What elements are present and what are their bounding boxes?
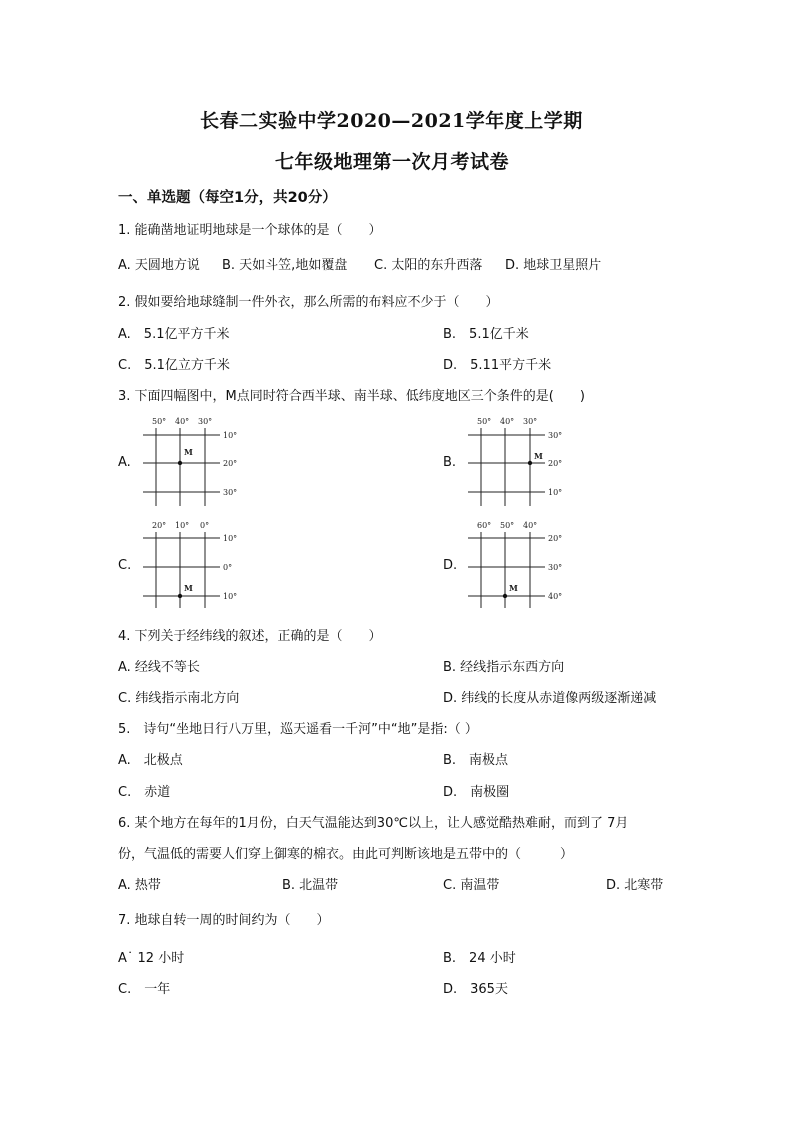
diagram-d-right-label-2: 30° [548, 563, 563, 572]
page-title-line1: 长春二实验中学2020—2021学年度上学期 [200, 110, 583, 132]
question-6-option-d: D. 北寒带 [606, 878, 664, 893]
diagram-b-right-label-2: 20° [548, 459, 563, 468]
question-1-option-b: B. 天如斗笠,地如覆盘 [222, 258, 348, 273]
page-title-line2: 七年级地理第一次月考试卷 [275, 151, 510, 173]
question-4-option-c: C. 纬线指示南北方向 [118, 691, 240, 706]
question-2-option-b: B. 5.1亿千米 [443, 327, 529, 342]
diagram-a-point-label: M [184, 447, 193, 457]
diagram-b-top-label-2: 40° [500, 417, 515, 426]
question-5-stem: 5. 诗句“坐地日行八万里，巡天遥看一千河”中“地”是指:（ ） [118, 722, 478, 737]
diagram-c-top-label-1: 20° [152, 521, 167, 530]
diagram-d-right-label-3: 40° [548, 592, 563, 601]
diagram-d-top-label-3: 40° [523, 521, 538, 530]
question-3-option-c: C. [118, 558, 132, 573]
question-1-option-c: C. 太阳的东升西落 [374, 258, 483, 273]
diagram-d-top-label-1: 60° [477, 521, 492, 530]
diagram-b-point-m [528, 461, 532, 465]
diagram-a-right-label-2: 20° [223, 459, 238, 468]
diagram-c-right-label-2: 0° [223, 563, 233, 572]
diagram-a-right-label-1: 10° [223, 431, 238, 440]
question-7-option-c: C. 一年 [118, 982, 171, 997]
question-3-option-d: D. [443, 558, 458, 573]
question-5-option-d: D. 南极圈 [443, 785, 510, 800]
diagram-a [138, 414, 248, 506]
diagram-b [463, 414, 573, 506]
question-3-option-b: B. [443, 455, 457, 470]
question-3-stem: 3. 下面四幅图中，M点同时符合西半球、南半球、低纬度地区三个条件的是( ) [118, 389, 585, 404]
diagram-d-top-label-2: 50° [500, 521, 515, 530]
diagram-b-top-label-1: 50° [477, 417, 492, 426]
diagram-a-top-label-3: 30° [198, 417, 213, 426]
question-4-option-d: D. 纬线的长度从赤道像两级逐渐递减 [443, 691, 657, 706]
question-7-stem: 7. 地球自转一周的时间约为（ ） [118, 913, 330, 928]
question-2-option-c: C. 5.1亿立方千米 [118, 358, 230, 373]
question-4-option-b: B. 经线指示东西方向 [443, 660, 565, 675]
diagram-d [463, 518, 573, 610]
question-4-stem: 4. 下列关于经纬线的叙述，正确的是（ ） [118, 629, 382, 644]
diagram-a-top-label-2: 40° [175, 417, 190, 426]
question-4-option-a: A. 经线不等长 [118, 660, 200, 675]
question-6-stem-line2: 份，气温低的需要人们穿上御寒的棉衣。由此可判断该地是五带中的（ ） [118, 847, 574, 862]
diagram-a-point-m [178, 461, 182, 465]
diagram-c-right-label-1: 10° [223, 534, 238, 543]
question-2-option-d: D. 5.11平方千米 [443, 358, 552, 373]
question-3-option-a: A. [118, 455, 131, 470]
diagram-c [138, 518, 248, 610]
question-6-stem-line1: 6. 某个地方在每年的1月份，白天气温能达到30℃以上，让人感觉酷热难耐，而到了 7月 [118, 816, 629, 831]
question-6-option-b: B. 北温带 [282, 878, 339, 893]
question-1-option-d: D. 地球卫星照片 [505, 258, 602, 273]
question-1-stem: 1. 能确凿地证明地球是一个球体的是（ ） [118, 223, 382, 238]
section-heading: 一、单选题（每空1分，共20分） [118, 190, 337, 206]
diagram-c-point-label: M [184, 583, 193, 593]
diagram-b-right-label-1: 30° [548, 431, 563, 440]
question-2-stem: 2. 假如要给地球缝制一件外衣，那么所需的布料应不少于（ ） [118, 295, 499, 310]
diagram-c-top-label-3: 0° [200, 521, 210, 530]
diagram-b-point-label: M [534, 451, 543, 461]
diagram-a-right-label-3: 30° [223, 488, 238, 497]
question-7-option-b: B. 24 小时 [443, 951, 516, 966]
diagram-d-right-label-1: 20° [548, 534, 563, 543]
question-5-option-a: A. 北极点 [118, 753, 183, 768]
question-6-option-a: A. 热带 [118, 878, 161, 893]
diagram-c-right-label-3: 10° [223, 592, 238, 601]
question-7-option-a: A˙ 12 小时 [118, 951, 185, 966]
question-5-option-b: B. 南极点 [443, 753, 509, 768]
diagram-b-top-label-3: 30° [523, 417, 538, 426]
question-1-option-a: A. 天圆地方说 [118, 258, 200, 273]
question-7-option-d: D. 365天 [443, 982, 508, 997]
question-5-option-c: C. 赤道 [118, 785, 171, 800]
question-2-option-a: A. 5.1亿平方千米 [118, 327, 230, 342]
diagram-b-right-label-3: 10° [548, 488, 563, 497]
diagram-c-top-label-2: 10° [175, 521, 190, 530]
question-6-option-c: C. 南温带 [443, 878, 500, 893]
diagram-d-point-label: M [509, 583, 518, 593]
diagram-c-point-m [178, 594, 182, 598]
diagram-a-top-label-1: 50° [152, 417, 167, 426]
diagram-d-point-m [503, 594, 507, 598]
